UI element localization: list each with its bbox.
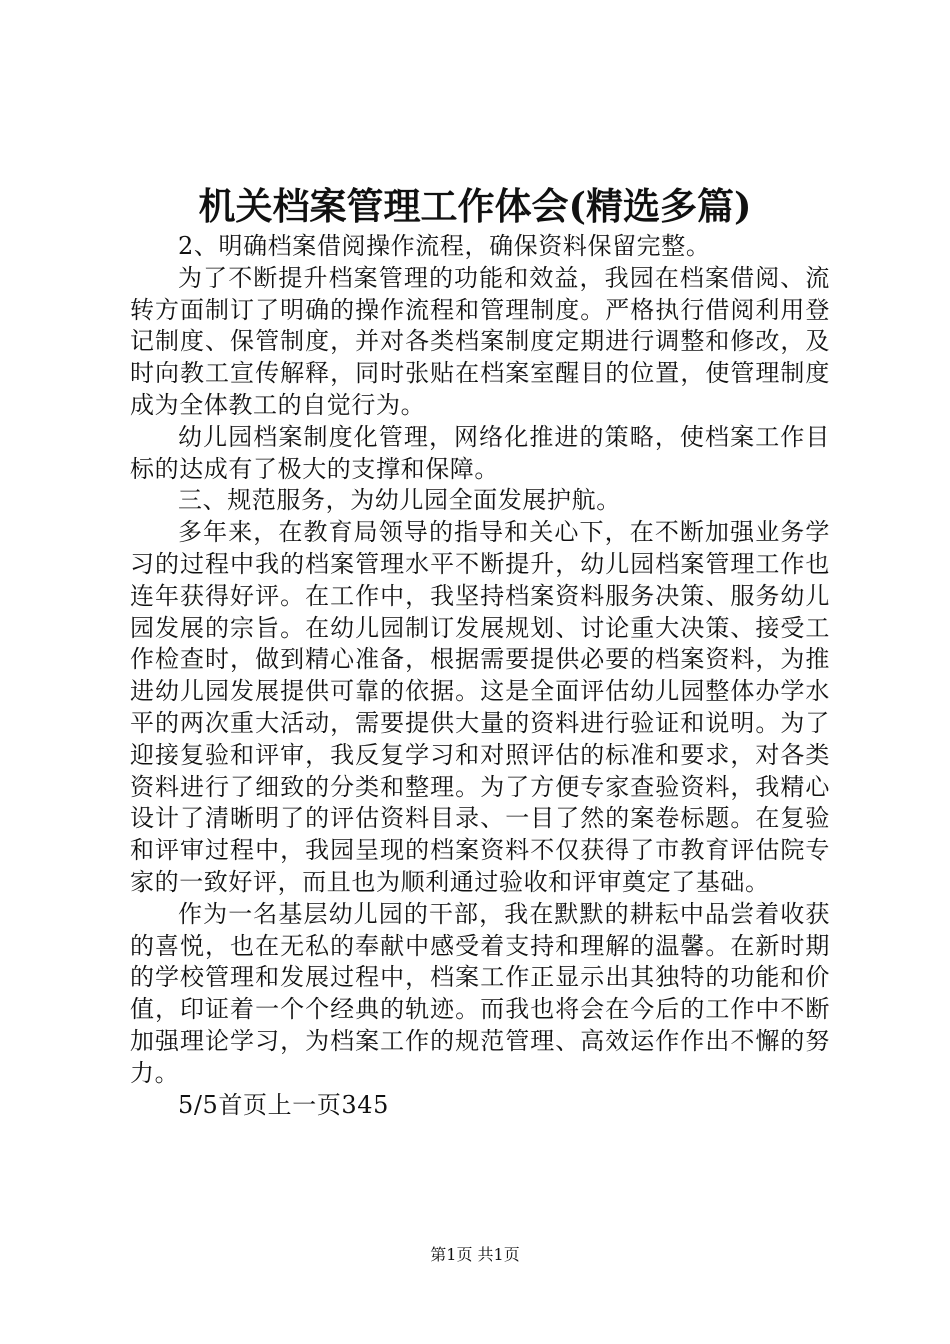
section-heading: 三、规范服务，为幼儿园全面发展护航。 [178,486,621,515]
page-footer: 第1页 共1页 [430,1245,520,1264]
paragraph: 作为一名基层幼儿园的干部，我在默默的耕耘中品尝着收获的喜悦，也在无私的奉献中感受着支持和理解的温馨。在新时期的学校管理和发展过程中，档案工作正显示出其独特的功能和价值，印证着一个个经典的轨迹。而我也将会在今后的工作中不断加强理论学习，为档案工作的规范管理、高效运作作出不懈的努力。 [130,899,830,1087]
paragraph: 2、明确档案借阅操作流程，确保资料保留完整。 [178,232,711,260]
page-title: 机关档案管理工作体会(精选多篇) [198,184,752,228]
paragraph: 多年来，在教育局领导的指导和关心下，在不断加强业务学习的过程中我的档案管理水平不断提升，幼儿园档案管理工作也连年获得好评。在工作中，我坚持档案资料服务决策、服务幼儿园发展的宗旨。在幼儿园制订发展规划、讨论重大决策、接受工作检查时，做到精心准备，根据需要提供必要的档案资料，为推进幼儿园发展提供可靠的依据。这是全面评估幼儿园整体办学水平的两次重大活动，需要提供大量的资料进行验证和说明。为了迎接复验和评审，我反复学习和对照评估的标准和要求，对各类资料进行了细致的分类和整理。为了方便专家查验资料，我精心设计了清晰明了的评估资料目录、一目了然的案卷标题。在复验和评审过程中，我园呈现的档案资料不仅获得了市教育评估院专家的一致好评，而且也为顺利通过验收和评审奠定了基础。 [130,518,830,896]
paragraph: 为了不断提升档案管理的功能和效益，我园在档案借阅、流转方面制订了明确的操作流程和管理制度。严格执行借阅利用登记制度、保管制度，并对各类档案制度定期进行调整和修改，及时向教工宣传解释，同时张贴在档案室醒目的位置，使管理制度成为全体教工的自觉行为。 [130,263,830,419]
paragraph: 幼儿园档案制度化管理，网络化推进的策略，使档案工作目标的达成有了极大的支撑和保障。 [130,422,830,483]
pagination-text: 5/5首页上一页345 [178,1090,390,1119]
document-body [130,231,830,1121]
